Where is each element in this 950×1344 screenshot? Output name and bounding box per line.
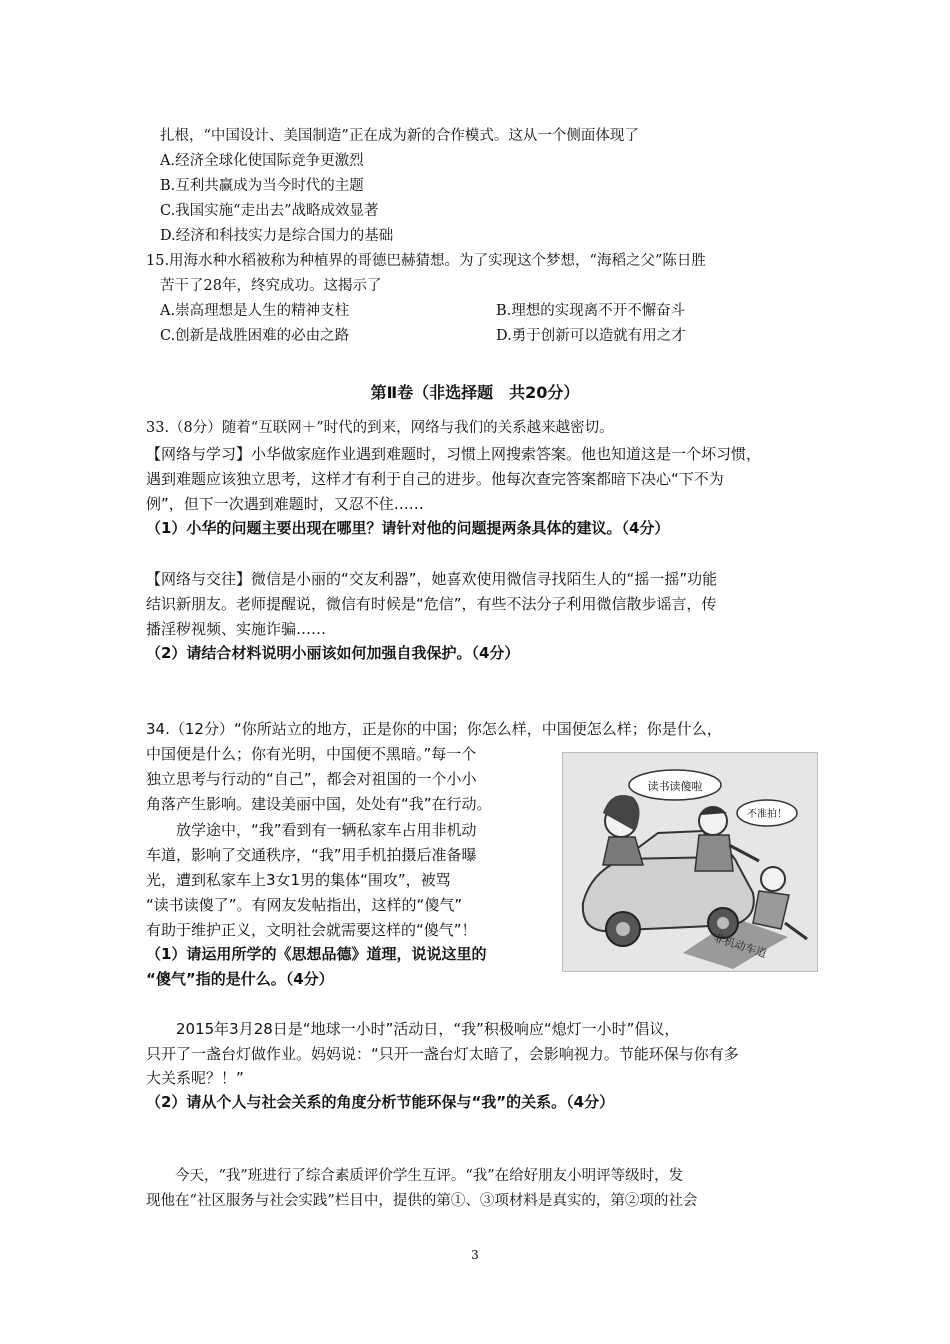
part2-title: 第Ⅱ卷（非选择题 共20分） bbox=[370, 383, 580, 402]
cartoon-ground-text: 非机动车道 bbox=[711, 930, 769, 961]
q33-study-line2: 遇到难题应该独立思考，这样才有利于自己的进步。他每次查完答案都暗下决心“下不为 bbox=[146, 470, 724, 488]
q34-question-1-line1: （1）请运用所学的《思想品德》道理，说说这里的 bbox=[146, 945, 487, 963]
q34-para1-line8: 有助于维护正义，文明社会就需要这样的“傻气”！ bbox=[146, 921, 477, 939]
q33-study-line1: 【网络与学习】小华做家庭作业遇到难题时，习惯上网搜索答案。他也知道这是一个坏习惯， bbox=[146, 445, 762, 463]
q34-para1-line1: 中国便是什么；你有光明，中国便不黑暗。”每一个 bbox=[146, 745, 477, 763]
q33-question-1: （1）小华的问题主要出现在哪里？请针对他的问题提两条具体的建议。（4分） bbox=[146, 519, 670, 537]
q15-option-a: A.崇高理想是人生的精神支柱 bbox=[160, 303, 350, 319]
q34-para1-line3: 角落产生影响。建设美丽中国，处处有“我”在行动。 bbox=[146, 795, 492, 813]
q34-intro: 34.（12分）“你所站立的地方，正是你的中国；你怎么样，中国便怎么样；你是什么， bbox=[146, 720, 722, 738]
q33-social-line1: 【网络与交往】微信是小丽的“交友利器”，她喜欢使用微信寻找陌生人的“摇一摇”功能 bbox=[146, 570, 718, 588]
q34-para2-line2: 只开了一盏台灯做作业。妈妈说：“只开一盏台灯太暗了，会影响视力。节能环保与你有多 bbox=[146, 1045, 739, 1063]
q33-social-line3: 播淫秽视频、实施诈骗…… bbox=[146, 620, 327, 638]
q14-option-d: D.经济和科技实力是综合国力的基础 bbox=[160, 228, 394, 244]
q34-question-2: （2）请从个人与社会关系的角度分析节能环保与“我”的关系。（4分） bbox=[146, 1093, 615, 1111]
q15-option-c: C.创新是战胜困难的必由之路 bbox=[160, 328, 350, 344]
q14-option-b: B.互利共赢成为当今时代的主题 bbox=[160, 178, 364, 194]
q34-para3-line1: 今天，“我”班进行了综合素质评价学生互评。“我”在给好朋友小明评等级时，发 bbox=[146, 1168, 684, 1184]
q34-para1-line4: 放学途中，“我”看到有一辆私家车占用非机动 bbox=[146, 821, 477, 839]
q34-para3-line2: 现他在“社区服务与社会实践”栏目中，提供的第①、③项材料是真实的，第②项的社会 bbox=[146, 1193, 698, 1209]
q34-para2-line3: 大关系呢？！” bbox=[146, 1069, 244, 1087]
q33-social-line2: 结识新朋友。老师提醒说，微信有时候是“危信”，有些不法分子利用微信散步谣言，传 bbox=[146, 595, 717, 613]
page-number: 3 bbox=[471, 1248, 479, 1262]
q15-option-b: B.理想的实现离不开不懈奋斗 bbox=[496, 303, 686, 319]
cartoon-illustration bbox=[562, 752, 818, 972]
cartoon-bubble-1: 读书读傻啦 bbox=[647, 780, 703, 793]
q15-stem-line2: 苦干了28年，终究成功。这揭示了 bbox=[160, 278, 382, 294]
q15-option-d: D.勇于创新可以造就有用之才 bbox=[496, 328, 686, 344]
q34-para2-line1: 2015年3月28日是“地球一小时”活动日，“我”积极响应“熄灯一小时”倡议， bbox=[146, 1020, 680, 1038]
q33-study-line3: 例”，但下一次遇到难题时，又忍不住…… bbox=[146, 495, 424, 513]
q34-para1-line7: “读书读傻了”。有网友发帖指出，这样的“傻气” bbox=[146, 896, 463, 914]
q34-para1-line6: 光，遭到私家车上3女1男的集体“围攻”，被骂 bbox=[146, 871, 451, 889]
q15-stem-line1: 15.用海水种水稻被称为种植界的哥德巴赫猜想。为了实现这个梦想，“海稻之父”陈日胜 bbox=[146, 253, 706, 269]
q14-option-a: A.经济全球化使国际竞争更激烈 bbox=[160, 153, 364, 169]
q14-option-c: C.我国实施“走出去”战略成效显著 bbox=[160, 203, 379, 219]
cartoon-bubble-2: 不准拍！ bbox=[747, 809, 787, 820]
q34-question-1-line2: “傻气”指的是什么。（4分） bbox=[146, 970, 334, 988]
q33-intro: 33.（8分）随着“互联网＋”时代的到来，网络与我们的关系越来越密切。 bbox=[146, 420, 614, 436]
q33-question-2: （2）请结合材料说明小丽该如何加强自我保护。（4分） bbox=[146, 644, 520, 662]
q14-tail: 扎根，“中国设计、美国制造”正在成为新的合作模式。这从一个侧面体现了 bbox=[160, 128, 639, 144]
q34-para1-line5: 车道，影响了交通秩序，“我”用手机拍摄后准备曝 bbox=[146, 846, 477, 864]
q34-para1-line2: 独立思考与行动的“自己”，都会对祖国的一个小小 bbox=[146, 770, 477, 788]
